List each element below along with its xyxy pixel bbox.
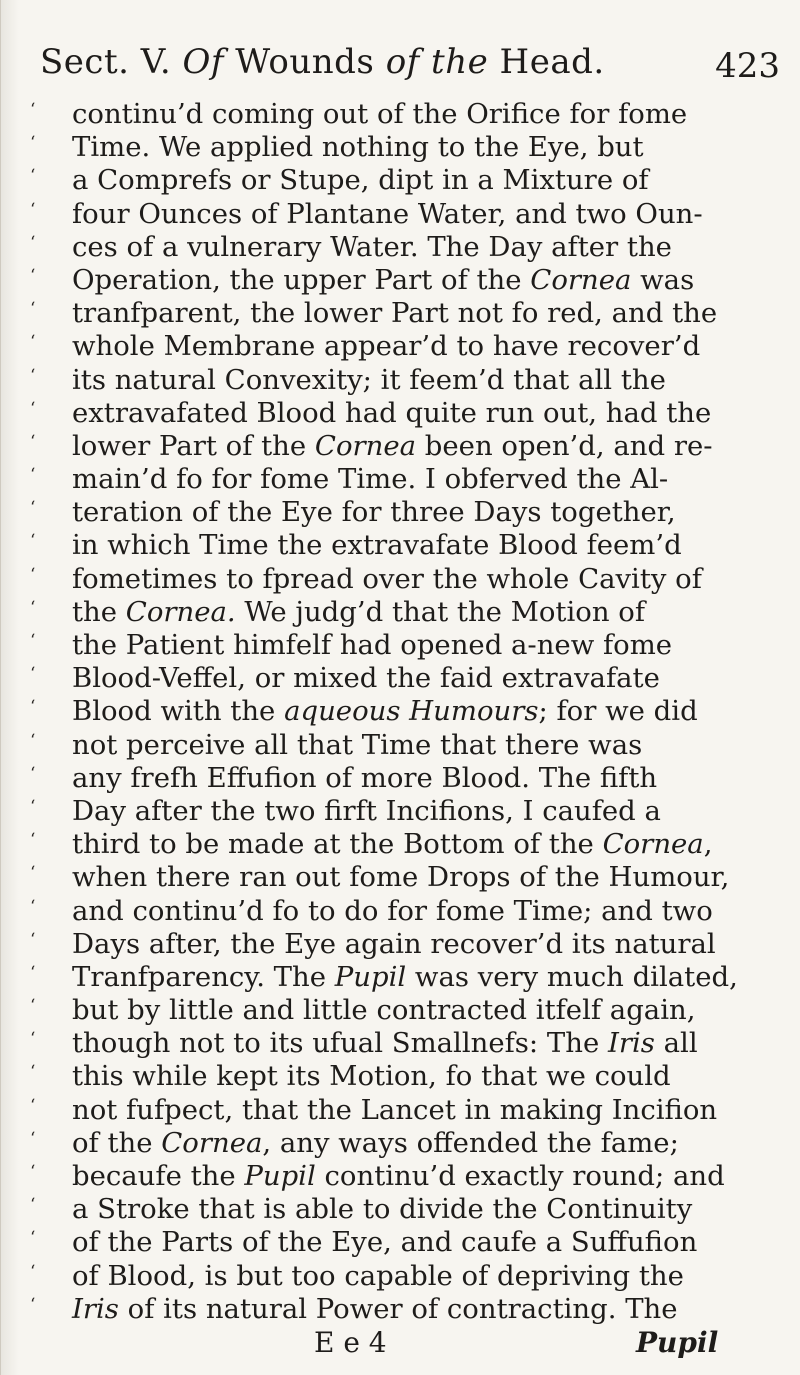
quote-mark: ‘ [30, 796, 36, 817]
line-text [72, 364, 666, 397]
text-segment: of its natural Power of contracting. The [118, 1292, 678, 1325]
line-text [72, 297, 717, 330]
text-line [30, 695, 790, 728]
line-text [72, 1260, 684, 1293]
quote-mark: ‘ [30, 962, 36, 983]
text-line [30, 463, 790, 496]
italic-term: Cornea [161, 1126, 263, 1159]
text-line [30, 164, 790, 197]
line-text [72, 496, 676, 529]
text-line [30, 895, 790, 928]
quote-mark: ‘ [30, 332, 36, 353]
text-segment: fometimes to fpread over the whole Cavity of [72, 562, 702, 595]
title-wounds: Wounds [235, 42, 375, 82]
line-text [72, 928, 716, 961]
text-line [30, 563, 790, 596]
italic-term: Cornea. [125, 595, 236, 628]
text-line [30, 795, 790, 828]
quote-mark: ‘ [30, 597, 36, 618]
line-text [72, 1127, 679, 1160]
header-title [40, 42, 605, 82]
quote-mark: ‘ [30, 1261, 36, 1282]
text-segment: ces of a vulnerary Water. The Day after the [72, 230, 672, 263]
line-text [72, 397, 711, 430]
quote-mark: ‘ [30, 730, 36, 751]
quote-mark: ‘ [30, 265, 36, 286]
text-line [30, 430, 790, 463]
text-segment: the Patient himfelf had opened a-new fome [72, 629, 673, 661]
text-segment: teration of the Eye for three Days together, [72, 496, 676, 529]
text-line [30, 231, 790, 264]
quote-mark: ‘ [30, 1162, 36, 1182]
line-text [72, 1160, 725, 1193]
signature-mark: E e 4 [314, 1325, 387, 1359]
line-text [72, 1060, 671, 1093]
text-segment: a Comprefs or Stupe, dipt in a Mixture of [72, 164, 649, 197]
quote-mark: ‘ [30, 232, 36, 253]
line-text [72, 629, 672, 662]
line-text [72, 1094, 717, 1127]
text-segment: but by little and little contracted itfelf again, [72, 994, 696, 1027]
text-segment: Day after the two firft Incifions, I caufed a [72, 794, 661, 827]
quote-mark: ‘ [30, 1029, 36, 1050]
quote-mark: ‘ [30, 664, 36, 685]
text-line [30, 596, 790, 629]
quote-mark: ‘ [30, 929, 36, 950]
text-line [30, 1260, 790, 1293]
text-segment: and continu’d fo to do for fome Time; and two [72, 894, 713, 927]
text-segment: ; for we did [538, 695, 698, 728]
quote-mark: ‘ [30, 1294, 36, 1315]
quote-mark: ‘ [30, 564, 36, 585]
title-of-the: of the [385, 42, 489, 82]
italic-term: Iris [607, 1027, 655, 1060]
text-line [30, 961, 790, 994]
section-number: Sect. V. [40, 42, 172, 82]
text-line [30, 1094, 790, 1127]
text-segment: extravafated Blood had quite run out, had the [72, 396, 712, 429]
text-segment: , any ways offended the fame; [262, 1126, 679, 1159]
text-line [30, 629, 790, 662]
quote-mark: ‘ [30, 896, 36, 917]
quote-mark: ‘ [30, 100, 36, 120]
text-segment: not fufpect, that the Lancet in making Incifion [72, 1093, 718, 1126]
quote-mark: ‘ [30, 431, 36, 452]
quote-mark: ‘ [30, 763, 36, 784]
line-text [72, 596, 645, 629]
line-text [72, 98, 687, 131]
quote-mark: ‘ [30, 1195, 36, 1216]
quote-mark: ‘ [30, 830, 36, 851]
text-line [30, 397, 790, 430]
line-text [72, 131, 644, 164]
italic-term: Pupil [244, 1160, 316, 1192]
quote-mark: ‘ [30, 1128, 36, 1149]
text-segment: all [654, 1027, 698, 1060]
quote-mark: ‘ [30, 465, 36, 486]
text-line [30, 1293, 790, 1326]
text-segment: continu’d exactly round; and [315, 1160, 725, 1192]
text-segment: four Ounces of Plantane Water, and two Oun- [72, 197, 703, 230]
text-segment: , [703, 828, 713, 861]
text-segment: any frefh Effufion of more Blood. The fifth [72, 761, 658, 794]
text-line [30, 762, 790, 795]
quote-mark: ‘ [30, 1095, 36, 1116]
text-segment: We judg’d that the Motion of [235, 595, 646, 628]
line-text [72, 695, 698, 728]
italic-term: Iris [72, 1292, 119, 1325]
text-line [30, 662, 790, 695]
text-line [30, 496, 790, 529]
text-segment: its natural Convexity; it feem’d that all the [72, 363, 666, 396]
quote-mark: ‘ [30, 697, 36, 718]
line-text [72, 828, 712, 861]
text-segment: Tranfparency. The [72, 960, 335, 993]
text-line [30, 529, 790, 562]
text-segment: Operation, the upper Part of the [72, 263, 531, 296]
line-text [72, 563, 702, 596]
line-text [72, 795, 661, 828]
text-line [30, 98, 790, 131]
quote-mark: ‘ [30, 398, 36, 419]
text-segment: main’d fo for fome Time. I obferved the Al- [72, 463, 669, 496]
text-segment: Blood with the [72, 695, 285, 728]
text-segment: was very much dilated, [406, 960, 738, 993]
line-text [72, 198, 703, 231]
line-text [72, 164, 649, 197]
text-line [30, 928, 790, 961]
text-segment: Time. We applied nothing to the Eye, but [72, 131, 644, 164]
line-text [72, 961, 738, 994]
line-text [72, 994, 695, 1027]
text-segment: in which Time the extravafate Blood feem’d [72, 529, 682, 562]
text-segment: third to be made at the Bottom of the [72, 828, 603, 861]
line-text [72, 895, 713, 928]
quote-mark: ‘ [30, 166, 36, 187]
text-line [30, 729, 790, 762]
text-line [30, 198, 790, 231]
text-line [30, 828, 790, 861]
line-text [72, 529, 682, 562]
page-number: 423 [715, 46, 780, 86]
text-segment: Days after, the Eye again recover’d its natural [72, 927, 716, 960]
text-segment: of the Parts of the Eye, and caufe a Suffufion [72, 1226, 698, 1259]
body-text [30, 98, 790, 1360]
quote-mark: ‘ [30, 133, 36, 154]
text-line [30, 1160, 790, 1193]
text-line [30, 1027, 790, 1060]
text-line [30, 364, 790, 397]
quote-mark: ‘ [30, 365, 36, 386]
quote-mark: ‘ [30, 531, 36, 552]
text-line [30, 1127, 790, 1160]
page-footer [30, 1326, 790, 1360]
line-text [72, 330, 700, 363]
quote-mark: ‘ [30, 498, 36, 519]
text-segment: becaufe the [72, 1160, 245, 1192]
line-text [72, 729, 642, 762]
line-text [72, 463, 668, 496]
text-segment: was [631, 263, 695, 296]
text-line [30, 297, 790, 330]
line-text [72, 264, 694, 297]
quote-mark: ‘ [30, 1062, 36, 1083]
line-text [72, 762, 657, 795]
text-segment: of Blood, is but too capable of depriving the [72, 1259, 684, 1292]
line-text [72, 430, 713, 463]
text-line [30, 1193, 790, 1226]
line-text [72, 861, 729, 894]
text-segment: though not to its ufual Smallnefs: The [72, 1027, 608, 1060]
line-text [72, 1193, 692, 1226]
catchword: Pupil [636, 1325, 719, 1359]
quote-mark: ‘ [30, 299, 36, 320]
running-header [40, 42, 780, 94]
text-segment: a Stroke that is able to divide the Continuity [72, 1193, 693, 1226]
title-head: Head. [499, 42, 605, 82]
quote-mark: ‘ [30, 1228, 36, 1249]
text-line [30, 131, 790, 164]
line-text [72, 1027, 698, 1060]
quote-mark: ‘ [30, 199, 36, 220]
text-line [30, 1060, 790, 1093]
quote-mark: ‘ [30, 863, 36, 884]
text-segment: Blood-Veffel, or mixed the faid extravafate [72, 662, 660, 695]
line-text [72, 1226, 697, 1259]
text-segment: continu’d coming out of the Orifice for fome [72, 98, 688, 130]
text-segment: lower Part of the [72, 429, 315, 462]
text-segment: of the [72, 1126, 162, 1159]
title-of: Of [182, 42, 224, 82]
italic-term: Cornea [530, 263, 632, 296]
text-line [30, 861, 790, 894]
text-segment: not perceive all that Time that there was [72, 728, 643, 761]
text-line [30, 1226, 790, 1259]
text-segment: whole Membrane appear’d to have recover’d [72, 330, 701, 363]
page-binding-edge [0, 0, 19, 1375]
text-segment: the [72, 595, 126, 628]
quote-mark: ‘ [30, 996, 36, 1017]
italic-term: Pupil [334, 960, 407, 993]
text-line [30, 994, 790, 1027]
line-text [72, 231, 672, 264]
text-line [30, 330, 790, 363]
line-text [72, 1293, 678, 1326]
line-text [72, 662, 660, 695]
italic-term: Cornea [602, 828, 704, 861]
quote-mark: ‘ [30, 631, 36, 651]
text-segment: when there ran out fome Drops of the Humour, [72, 861, 730, 894]
text-line [30, 264, 790, 297]
text-segment: this while kept its Motion, fo that we could [72, 1060, 671, 1093]
italic-term: Cornea [314, 429, 417, 462]
italic-term: aqueous Humours [284, 695, 539, 728]
text-segment: tranfparent, the lower Part not fo red, and the [72, 297, 718, 330]
text-segment: been open’d, and re- [416, 429, 713, 462]
